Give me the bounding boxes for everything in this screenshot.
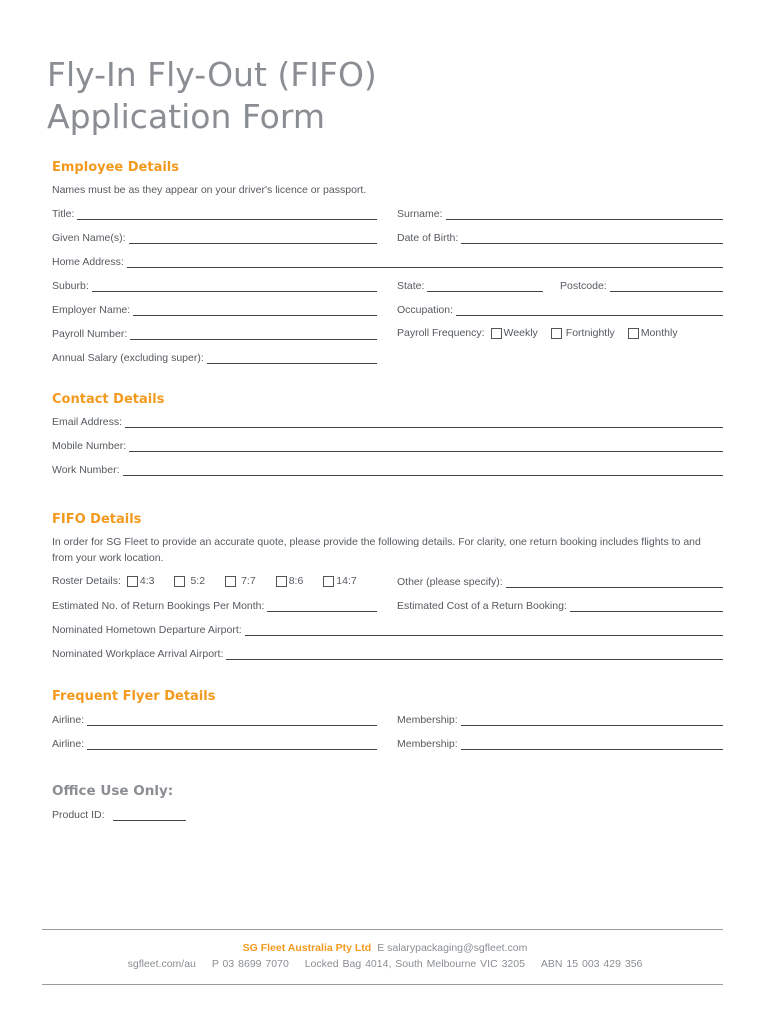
email-label: Email Address: <box>52 416 123 428</box>
est-bookings-input[interactable] <box>267 601 377 612</box>
payroll-number-input[interactable] <box>130 329 377 340</box>
footer-website[interactable]: sgfleet.com/au <box>127 958 196 970</box>
roster-7-7-option[interactable] <box>225 575 256 587</box>
membership-2-input[interactable] <box>461 739 723 750</box>
roster-5-2-checkbox[interactable] <box>174 576 185 587</box>
roster-14-7-label: 14:7 <box>336 575 357 587</box>
fortnightly-checkbox[interactable] <box>551 328 562 339</box>
surname-label: Surname: <box>397 208 443 220</box>
postcode-label: Postcode: <box>560 280 607 292</box>
dob-input[interactable] <box>461 233 723 244</box>
roster-8-6-checkbox[interactable] <box>276 576 287 587</box>
monthly-checkbox[interactable] <box>628 328 639 339</box>
roster-7-7-label: 7:7 <box>241 575 256 587</box>
annual-salary-label: Annual Salary (excluding super): <box>52 352 204 364</box>
product-id-input[interactable] <box>113 810 186 821</box>
airline-2-field[interactable] <box>52 736 377 750</box>
occupation-field[interactable] <box>397 302 723 316</box>
contact-details-heading: Contact Details <box>52 392 165 407</box>
roster-14-7-checkbox[interactable] <box>323 576 334 587</box>
suburb-input[interactable] <box>92 281 377 292</box>
email-field[interactable] <box>52 414 723 428</box>
workplace-airport-label: Nominated Workplace Arrival Airport: <box>52 648 224 660</box>
est-cost-input[interactable] <box>570 601 723 612</box>
roster-7-7-checkbox[interactable] <box>225 576 236 587</box>
work-number-field[interactable] <box>52 462 723 476</box>
hometown-airport-input[interactable] <box>245 625 723 636</box>
footer-email[interactable]: E salarypackaging@sgfleet.com <box>377 942 528 954</box>
roster-8-6-option[interactable] <box>276 575 304 587</box>
est-cost-field[interactable] <box>397 598 723 612</box>
state-field[interactable] <box>397 278 543 292</box>
occupation-input[interactable] <box>456 305 723 316</box>
employer-name-field[interactable] <box>52 302 377 316</box>
membership-2-label: Membership: <box>397 738 458 750</box>
surname-input[interactable] <box>446 209 723 220</box>
home-address-input[interactable] <box>127 257 723 268</box>
fortnightly-label: Fortnightly <box>565 327 615 339</box>
given-names-label: Given Name(s): <box>52 232 126 244</box>
roster-5-2-label: 5:2 <box>190 575 206 587</box>
weekly-option[interactable] <box>491 327 538 339</box>
footer-bottom-divider <box>42 984 723 985</box>
payroll-frequency-field <box>397 326 723 340</box>
airline-1-label: Airline: <box>52 714 85 726</box>
product-id-label: Product ID: <box>52 809 105 821</box>
frequent-flyer-heading: Frequent Flyer Details <box>52 689 216 704</box>
surname-field[interactable] <box>397 206 723 220</box>
membership-1-label: Membership: <box>397 714 458 726</box>
fifo-intro: In order for SG Fleet to provide an accurate quote, please provide the following details. For clarity, one return booking includes flights to and from your work location. <box>52 536 701 564</box>
home-address-label: Home Address: <box>52 256 124 268</box>
employer-name-input[interactable] <box>133 305 377 316</box>
work-number-input[interactable] <box>123 465 724 476</box>
work-number-label: Work Number: <box>52 464 120 476</box>
payroll-frequency-label: Payroll Frequency: <box>397 327 485 339</box>
form-title-line1: Fly-In Fly-Out (FIFO) <box>47 55 377 94</box>
fifo-details-heading: FIFO Details <box>52 512 142 527</box>
annual-salary-field[interactable] <box>52 350 377 364</box>
title-input[interactable] <box>77 209 377 220</box>
roster-8-6-label: 8:6 <box>288 575 304 587</box>
postcode-field[interactable] <box>560 278 723 292</box>
title-label: Title: <box>52 208 75 220</box>
roster-5-2-option[interactable] <box>174 575 205 587</box>
form-title-line2: Application Form <box>47 97 326 136</box>
state-label: State: <box>397 280 425 292</box>
footer-abn: ABN 15 003 429 356 <box>540 958 643 970</box>
suburb-label: Suburb: <box>52 280 89 292</box>
footer-company: SG Fleet Australia Pty Ltd <box>242 942 372 954</box>
membership-1-field[interactable] <box>397 712 723 726</box>
payroll-number-label: Payroll Number: <box>52 328 128 340</box>
weekly-label: Weekly <box>503 327 538 339</box>
workplace-airport-field[interactable] <box>52 646 723 660</box>
footer-top-divider <box>42 929 723 930</box>
payroll-number-field[interactable] <box>52 326 377 340</box>
monthly-label: Monthly <box>640 327 678 339</box>
postcode-input[interactable] <box>610 281 723 292</box>
roster-label: Roster Details: <box>52 575 121 587</box>
other-roster-input[interactable] <box>506 577 723 588</box>
dob-label: Date of Birth: <box>397 232 459 244</box>
airline-1-input[interactable] <box>87 715 377 726</box>
fortnightly-option[interactable] <box>551 327 615 339</box>
airline-2-label: Airline: <box>52 738 85 750</box>
annual-salary-input[interactable] <box>207 353 377 364</box>
other-roster-label: Other (please specify): <box>397 576 503 588</box>
roster-4-3-label: 4:3 <box>139 575 155 587</box>
email-input[interactable] <box>125 417 723 428</box>
footer-phone: P 03 8699 7070 <box>211 958 289 970</box>
occupation-label: Occupation: <box>397 304 454 316</box>
dob-field[interactable] <box>397 230 723 244</box>
roster-4-3-checkbox[interactable] <box>127 576 138 587</box>
employee-note: Names must be as they appear on your driver's licence or passport. <box>52 184 367 196</box>
given-names-input[interactable] <box>129 233 377 244</box>
workplace-airport-input[interactable] <box>226 649 723 660</box>
mobile-field[interactable] <box>52 438 723 452</box>
home-address-field[interactable] <box>52 254 723 268</box>
membership-1-input[interactable] <box>461 715 723 726</box>
roster-14-7-option[interactable] <box>323 575 356 587</box>
mobile-input[interactable] <box>129 441 723 452</box>
roster-4-3-option[interactable] <box>127 575 155 587</box>
suburb-field[interactable] <box>52 278 377 292</box>
footer-address: Locked Bag 4014, South Melbourne VIC 3205 <box>304 958 525 970</box>
mobile-label: Mobile Number: <box>52 440 127 452</box>
roster-field <box>52 574 392 588</box>
airline-1-field[interactable] <box>52 712 377 726</box>
weekly-checkbox[interactable] <box>491 328 502 339</box>
est-bookings-field[interactable] <box>52 598 377 612</box>
given-names-field[interactable] <box>52 230 377 244</box>
monthly-option[interactable] <box>628 327 678 339</box>
est-cost-label: Estimated Cost of a Return Booking: <box>397 600 567 612</box>
employee-details-heading: Employee Details <box>52 160 179 175</box>
state-input[interactable] <box>427 281 543 292</box>
footer-line-1 <box>0 942 770 954</box>
product-id-field[interactable] <box>52 807 186 821</box>
hometown-airport-field[interactable] <box>52 622 723 636</box>
form-title <box>47 54 377 138</box>
est-bookings-label: Estimated No. of Return Bookings Per Month: <box>52 600 265 612</box>
office-use-heading: Office Use Only: <box>52 783 174 799</box>
other-roster-field[interactable] <box>397 574 723 588</box>
title-field[interactable] <box>52 206 377 220</box>
footer-line-2 <box>0 958 770 970</box>
employer-name-label: Employer Name: <box>52 304 131 316</box>
airline-2-input[interactable] <box>87 739 377 750</box>
hometown-airport-label: Nominated Hometown Departure Airport: <box>52 624 242 636</box>
membership-2-field[interactable] <box>397 736 723 750</box>
